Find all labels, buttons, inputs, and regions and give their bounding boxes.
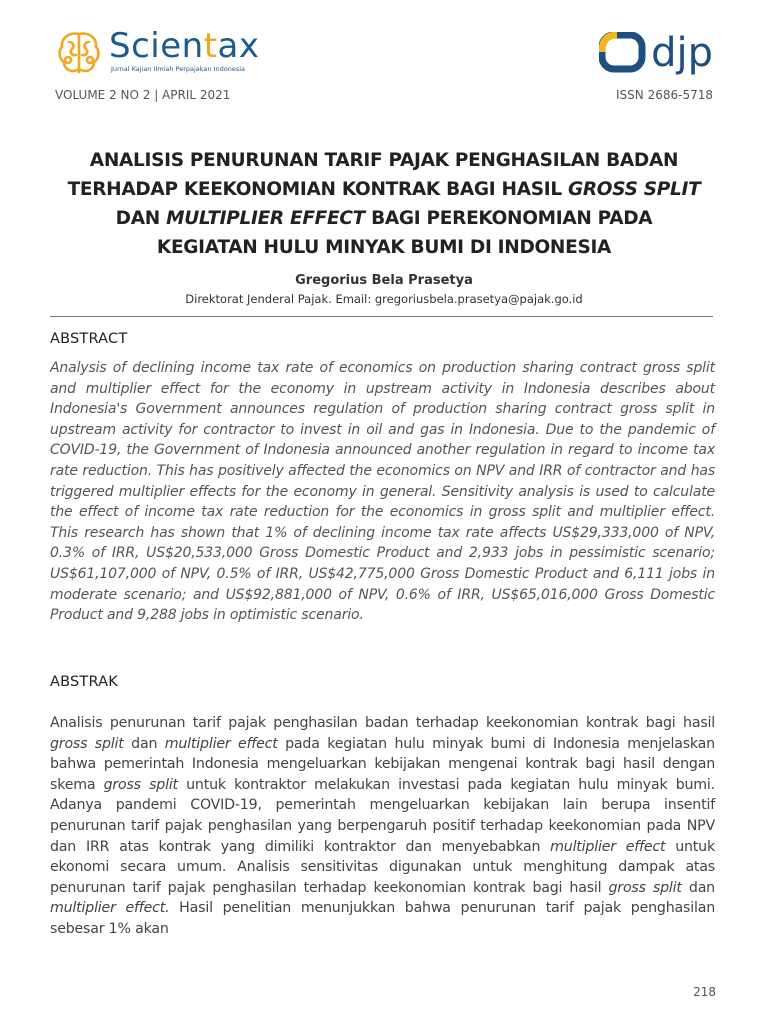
- abstrak-text: Analisis penurunan tarif pajak penghasilan badan terhadap keekonomian kontrak bagi hasil gross split dan multiplier effect pada kegiatan hulu minyak bumi di Indonesia menjelaskan bahwa pemerintah Indonesia mengeluarkan kebijakan mengenai kontrak bagi hasil dengan skema gross split untuk kontraktor melakukan investasi pada kegiatan hulu minyak bumi. Adanya pandemi COVID-19, pemerintah mengeluarkan kebijakan lain berupa insentif penurunan tarif pajak penghasilan yang berpengaruh positif terhadap keekonomian pada NPV dan IRR atas kontrak yang dimiliki kontraktor dan menyebabkan multiplier effect untuk ekonomi secara umum. Analisis sensitivitas digunakan untuk menghitung dampak atas penurunan tarif pajak penghasilan terhadap keekonomian kontrak bagi hasil gross split dan multiplier effect. Hasil penelitian menunjukkan bahwa penurunan tarif pajak penghasilan sebesar 1% akan: [50, 715, 715, 937]
- paper-title: [40, 146, 728, 262]
- journal-subtitle: Jurnal Kajian Ilmiah Perpajakan Indonesia: [111, 65, 246, 73]
- page-number: 218: [693, 985, 716, 999]
- author-name: Gregorius Bela Prasetya: [295, 273, 473, 288]
- journal-header: [55, 28, 713, 88]
- scientax-logo: [55, 28, 260, 78]
- title-line-4: KEGIATAN HULU MINYAK BUMI DI INDONESIA: [156, 237, 612, 258]
- issn: ISSN 2686-5718: [616, 88, 713, 102]
- abstract-text: Analysis of declining income tax rate of economics on production sharing contract gross split and multiplier effect for the economy in upstream activity in Indonesia describes about Indonesia's Government announces regulation of production sharing contract gross split in upstream activity for contractor to invest in oil and gas in Indonesia. Due to the pandemic of COVID-19, the Government of Indonesia announced another regulation in regard to income tax rate reduction. This has positively affected the economics on NPV and IRR of contractor and has triggered multiplier effects for the economy in general. Sensitivity analysis is used to calculate the effect of income tax rate reduction for the economics in gross split and multiplier effect. This research has shown that 1% of declining income tax rate affects US$29,333,000 of NPV, 0.3% of IRR, US$20,533,000 Gross Domestic Product and 2,933 jobs in pessimistic scenario; US$61,107,000 of NPV, 0.5% of IRR, US$42,775,000 Gross Domestic Product and 6,111 jobs in moderate scenario; and US$92,881,000 of NPV, 0.6% of IRR, US$65,016,000 Gross Domestic Product and 9,288 jobs in optimistic scenario.: [50, 360, 715, 624]
- djp-logo-icon: [599, 32, 647, 74]
- title-line-2: TERHADAP KEEKONOMIAN KONTRAK BAGI HASIL GROSS SPLIT: [67, 179, 701, 200]
- djp-logo: [599, 32, 713, 74]
- author-affiliation: Direktorat Jenderal Pajak. Email: gregoriusbela.prasetya@pajak.go.id: [185, 292, 583, 306]
- title-line-3: DAN MULTIPLIER EFFECT BAGI PEREKONOMIAN PADA: [115, 208, 653, 229]
- volume-info: VOLUME 2 NO 2 | APRIL 2021: [55, 88, 231, 102]
- brain-logo-icon: [55, 28, 103, 78]
- abstrak-heading: ABSTRAK: [50, 674, 118, 690]
- journal-brand: Scientax: [109, 26, 260, 66]
- abstract-heading: ABSTRACT: [50, 331, 128, 347]
- djp-wordmark: djp: [651, 30, 713, 76]
- divider: [50, 316, 713, 317]
- title-line-1: ANALISIS PENURUNAN TARIF PAJAK PENGHASILAN BADAN: [89, 150, 679, 171]
